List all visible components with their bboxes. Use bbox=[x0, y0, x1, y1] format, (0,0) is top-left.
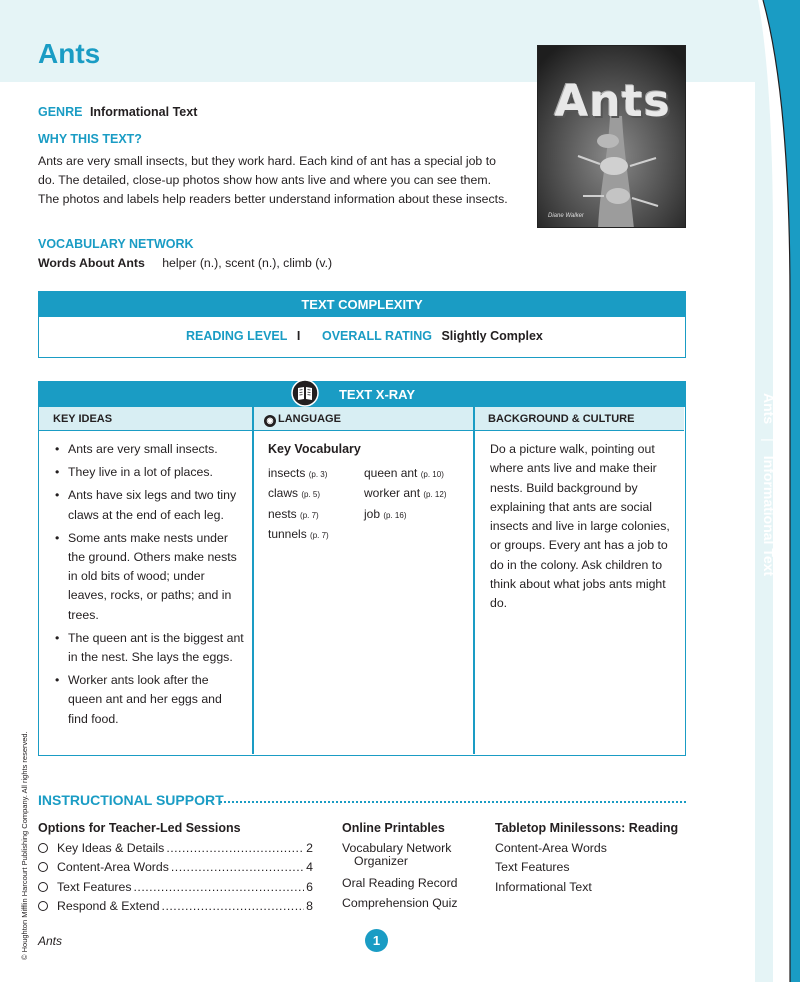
option-label: Content-Area Words bbox=[57, 860, 169, 875]
vocab-word: tunnels bbox=[268, 526, 307, 541]
option-page: 6 bbox=[306, 879, 313, 894]
circle-bullet-icon bbox=[38, 901, 48, 911]
language-icon: ◉ bbox=[264, 415, 276, 427]
list-item[interactable] bbox=[38, 897, 313, 916]
genre-value: Informational Text bbox=[89, 105, 198, 119]
text-complexity-box bbox=[38, 291, 686, 358]
cover-photo bbox=[538, 46, 686, 228]
list-item[interactable]: Organizer bbox=[354, 854, 408, 869]
background-culture-text: Do a picture walk, pointing out where ants live and make their nests. Build background by explaining that ants are social insects and live in large colonies, or groups. Every ant has a job to do in the colony. Ask children to think about what jobs ants might do. bbox=[490, 442, 670, 611]
reading-level-value: I bbox=[296, 329, 301, 343]
cover-author: Diane Walker bbox=[548, 213, 584, 219]
vocab-word: queen ant bbox=[364, 466, 418, 480]
key-vocabulary-col-2 bbox=[364, 464, 447, 525]
circle-bullet-icon bbox=[38, 843, 48, 853]
vocabulary-network-row bbox=[38, 256, 332, 270]
vocab-page: (p. 10) bbox=[420, 470, 444, 479]
xray-column-headers bbox=[39, 407, 684, 431]
list-item[interactable]: Content-Area Words bbox=[495, 841, 607, 855]
option-page: 2 bbox=[306, 841, 313, 855]
instructional-support-label: INSTRUCTIONAL SUPPORT bbox=[38, 792, 224, 808]
online-printables-title: Online Printables bbox=[342, 821, 445, 835]
vocab-word: job bbox=[364, 506, 381, 521]
dot-leader bbox=[166, 839, 304, 858]
overall-rating-label: OVERALL RATING bbox=[322, 329, 432, 343]
list-item[interactable]: Vocabulary Network bbox=[342, 841, 452, 855]
vocab-item bbox=[268, 525, 329, 545]
vocab-word: worker ant bbox=[364, 486, 421, 501]
list-item: • Ants have six legs and two tiny claws at the end of each leg. bbox=[53, 486, 245, 524]
minilessons-title: Tabletop Minilessons: Reading bbox=[495, 821, 679, 835]
col-key-ideas: KEY IDEAS bbox=[53, 413, 113, 425]
footer-book-title: Ants bbox=[38, 934, 63, 948]
why-this-text-body: Ants are very small insects, but they work hard. Each kind of ant has a special job to do. The detailed, close-up photos show how ants live and where you can see them. The photos and labels help readers better understand information about these insects. bbox=[38, 154, 508, 207]
list-item: • The queen ant is the biggest ant in the nest. She lays the eggs. bbox=[53, 629, 245, 667]
key-vocabulary-col-1 bbox=[268, 464, 329, 545]
text-xray-header bbox=[39, 382, 685, 407]
dot-leader bbox=[162, 897, 305, 916]
list-item[interactable] bbox=[38, 858, 313, 877]
side-tab-separator: | bbox=[761, 438, 777, 442]
vocab-word: nests bbox=[268, 506, 297, 521]
option-label: Key Ideas & Details bbox=[57, 841, 165, 855]
vocab-page: (p. 12) bbox=[423, 490, 447, 500]
list-item: • Ants are very small insects. bbox=[53, 440, 245, 459]
option-label: Text Features bbox=[57, 879, 132, 894]
side-tab-title: Ants bbox=[761, 393, 777, 425]
vocab-word: insects bbox=[268, 466, 306, 480]
book-cover-image bbox=[537, 45, 686, 228]
vocabulary-network-heading: Words About Ants bbox=[38, 256, 145, 270]
list-item[interactable]: Text Features bbox=[495, 860, 570, 875]
list-item[interactable] bbox=[38, 878, 313, 897]
key-vocabulary-title: Key Vocabulary bbox=[268, 442, 361, 456]
xray-divider-2 bbox=[473, 407, 475, 754]
vocab-page: (p. 3) bbox=[308, 470, 328, 479]
option-label: Respond & Extend bbox=[57, 898, 160, 913]
option-page: 8 bbox=[306, 898, 313, 913]
vocab-item bbox=[268, 505, 329, 525]
dot-leader bbox=[171, 858, 304, 877]
cover-title: Ants bbox=[554, 76, 671, 127]
col-language bbox=[264, 407, 341, 431]
overall-rating bbox=[322, 329, 543, 343]
vocab-page: (p. 7) bbox=[300, 510, 319, 520]
vocab-item bbox=[364, 484, 447, 504]
genre-row bbox=[38, 105, 197, 119]
list-item: • Worker ants look after the queen ant and her eggs and find food. bbox=[53, 671, 245, 729]
text-xray-title: TEXT X-RAY bbox=[338, 387, 416, 402]
list-item[interactable]: Comprehension Quiz bbox=[342, 895, 458, 910]
xray-divider-1 bbox=[252, 407, 254, 754]
circle-bullet-icon bbox=[38, 882, 48, 892]
genre-label: GENRE bbox=[38, 105, 83, 119]
why-this-text-label: WHY THIS TEXT? bbox=[38, 132, 142, 146]
vocab-page: (p. 7) bbox=[310, 530, 329, 540]
copyright-notice: © Houghton Mifflin Harcourt Publishing Company. All rights reserved. bbox=[20, 731, 29, 960]
text-complexity-title: TEXT COMPLEXITY bbox=[39, 292, 685, 317]
dotted-rule bbox=[220, 801, 686, 803]
online-printables-list bbox=[342, 839, 458, 913]
vocabulary-network-label: VOCABULARY NETWORK bbox=[38, 237, 194, 251]
vocab-item bbox=[268, 484, 329, 504]
minilessons-list bbox=[495, 839, 607, 897]
vocab-page: (p. 5) bbox=[301, 490, 321, 500]
vocabulary-network-words: helper (n.), scent (n.), climb (v.) bbox=[162, 256, 333, 270]
list-item[interactable]: Informational Text bbox=[495, 879, 592, 894]
dot-leader bbox=[134, 878, 305, 897]
text-xray-box bbox=[38, 381, 686, 756]
key-ideas-list bbox=[53, 440, 245, 733]
side-tab-label bbox=[761, 393, 777, 576]
list-item: • They live in a lot of places. bbox=[53, 463, 245, 482]
circle-bullet-icon bbox=[38, 862, 48, 872]
vocab-item bbox=[364, 505, 447, 525]
vocab-item bbox=[268, 464, 329, 484]
reading-level-label: READING LEVEL bbox=[186, 329, 288, 343]
overall-rating-value: Slightly Complex bbox=[441, 329, 543, 343]
side-tab-genre: Informational Text bbox=[761, 455, 777, 577]
page-title: Ants bbox=[38, 38, 101, 69]
book-icon bbox=[291, 379, 319, 407]
options-list bbox=[38, 839, 313, 916]
list-item[interactable]: Oral Reading Record bbox=[342, 876, 458, 891]
col-background: BACKGROUND & CULTURE bbox=[488, 413, 635, 425]
options-title: Options for Teacher-Led Sessions bbox=[38, 821, 241, 835]
vocab-page: (p. 16) bbox=[383, 510, 407, 520]
vocab-word: claws bbox=[268, 486, 299, 501]
page-number-badge: 1 bbox=[365, 929, 388, 952]
option-page: 4 bbox=[306, 860, 313, 875]
vocab-item bbox=[364, 464, 447, 484]
list-item[interactable] bbox=[38, 839, 313, 858]
reading-level bbox=[186, 329, 300, 343]
list-item: • Some ants make nests under the ground. Others make nests in old bits of wood; under leaves, rocks, or paths; and in trees. bbox=[53, 529, 245, 625]
col-language-label: LANGUAGE bbox=[278, 413, 341, 425]
